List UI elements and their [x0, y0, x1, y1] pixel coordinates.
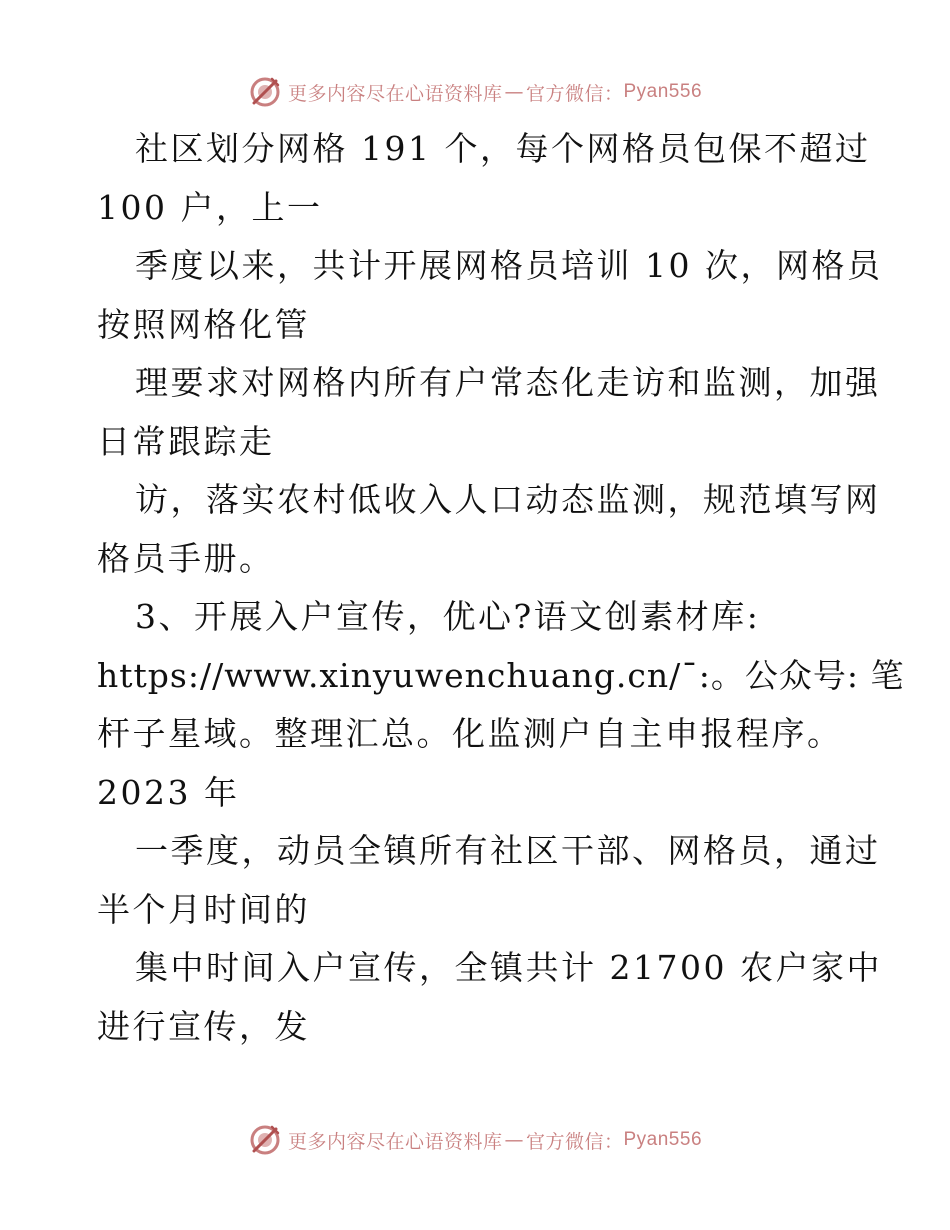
- text-line: 日常跟踪走: [97, 421, 275, 461]
- watermark-dash: —: [504, 1129, 524, 1151]
- text-line: 按照网格化管: [97, 304, 310, 344]
- watermark-dash: —: [504, 81, 524, 103]
- header-watermark: [0, 72, 950, 112]
- logo-icon: [248, 1123, 282, 1157]
- watermark-wechat-id: Pyan556: [623, 1129, 703, 1150]
- text-line: 2023 年: [97, 772, 240, 812]
- watermark-sub-text: 官方微信：: [525, 82, 624, 105]
- watermark-sub-text: 官方微信：: [525, 1130, 624, 1153]
- watermark-wechat-id: Pyan556: [623, 81, 703, 102]
- text-line: 杆子星域。整理汇总。化监测户自主申报程序。: [97, 714, 843, 753]
- text-line: https://www.xinyuwenchuang.cn/¯:。公众号: 笔: [97, 655, 905, 695]
- text-line: 访，落实农村低收入人口动态监测，规范填写网: [135, 480, 881, 519]
- footer-watermark: [0, 1120, 950, 1160]
- text-line: 半个月时间的: [97, 889, 310, 929]
- text-line: 100 户，上一: [97, 187, 323, 227]
- watermark-main-text: 更多内容尽在心语资料库: [287, 1130, 503, 1153]
- text-line: 理要求对网格内所有户常态化走访和监测，加强: [135, 363, 881, 402]
- logo-icon: [248, 75, 282, 109]
- text-line: 社区划分网格 191 个，每个网格员包保不超过: [135, 129, 871, 168]
- document-body: [97, 120, 905, 1056]
- text-line: 季度以来，共计开展网格员培训 10 次，网格员: [135, 246, 883, 285]
- text-line: 3、开展入户宣传，优心?语文创素材库:: [135, 597, 761, 636]
- text-line: 格员手册。: [97, 538, 275, 578]
- text-line: 集中时间入户宣传，全镇共计 21700 农户家中: [135, 948, 882, 987]
- text-line: 一季度，动员全镇所有社区干部、网格员，通过: [135, 831, 881, 870]
- watermark-main-text: 更多内容尽在心语资料库: [287, 82, 503, 105]
- text-line: 进行宣传，发: [97, 1006, 310, 1046]
